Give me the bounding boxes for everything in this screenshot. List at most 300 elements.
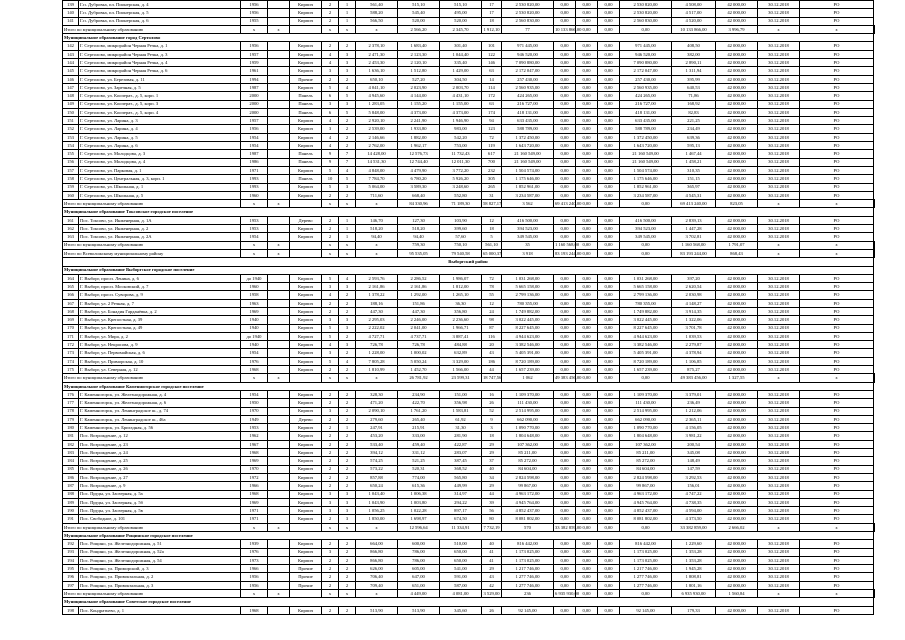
table-cell [268,349,290,357]
total-cell: 77 [502,25,554,33]
table-cell: 4 373,00 [398,108,440,116]
total-cell: 49 383 456,00 [672,374,716,382]
total-cell: 759,30 [398,241,440,249]
table-cell: 513,90 [356,606,398,614]
table-cell: 30.12.2018 [758,183,800,191]
total-cell: 11 334,91 [440,523,482,531]
table-cell: 4 [339,357,356,365]
table-cell: 0,00 [554,573,576,581]
table-cell: 0,00 [576,540,598,548]
table-cell: 0,00 [554,92,576,100]
table-cell: 42 000,00 [716,150,758,158]
table-cell: 0,00 [554,390,576,398]
table-cell: 4 148,27 [672,299,716,307]
table-cell: 2 514 995,00 [502,407,554,415]
table-cell: 1 504 574,00 [502,166,554,174]
table-cell: 1 452,70 [398,366,440,374]
table-cell [268,59,290,67]
table-cell [268,9,290,17]
table-cell: 349 545,00 [620,233,672,241]
table-cell: 333,00 [398,432,440,440]
table-cell: 30.12.2018 [758,399,800,407]
total-cell: х [800,590,874,598]
row-number: 175 [63,366,79,374]
table-cell: РО [800,50,874,58]
table-cell: РО [800,274,874,282]
table-cell: 5 665 158,00 [502,283,554,291]
total-row [63,200,875,208]
table-cell: 5 [322,274,339,282]
table-cell [268,515,290,523]
table-cell: 42 000,00 [716,390,758,398]
table-cell: 151,15 [672,175,716,183]
total-cell: 1 160 568,00 [555,242,580,248]
address-cell: Г. Выборг, ул. Первомайская, д. 6 [79,349,241,357]
row-number: 184 [63,457,79,465]
table-cell: 1986 [241,158,268,166]
table-cell: 30.12.2018 [758,216,800,224]
table-cell: 99 867,00 [620,482,672,490]
table-cell: 0,00 [554,457,576,465]
table-cell: 1969 [241,457,268,465]
total-cell: х [268,523,290,531]
table-cell [268,565,290,573]
total-cell: 2 345,70 [440,25,482,33]
table-cell: 2 [322,482,339,490]
table-cell: 0,00 [576,341,598,349]
table-row [63,457,875,465]
table-cell: 92 145,00 [502,606,554,614]
table-cell: 639,36 [672,133,716,141]
table-cell: 774,00 [398,473,440,481]
table-cell [268,507,290,515]
table-cell: 1 458,21 [672,158,716,166]
table-cell: 1 945,28 [672,565,716,573]
table-cell: 1 852 961,00 [502,183,554,191]
table-cell: 30.12.2018 [758,540,800,548]
table-cell: 422,87 [440,440,482,448]
table-cell: 3 234 587,00 [502,191,554,199]
section-title: Муниципальное образование Рощинское городское поселение [63,532,874,540]
table-cell: 0,00 [576,581,598,589]
table-cell: 2 [322,473,339,481]
table-cell [268,390,290,398]
table-cell: 2 [322,9,339,17]
table-cell: Дерево [290,415,322,423]
table-cell: 42 000,00 [716,581,758,589]
table-cell: 0,00 [554,50,576,58]
table-row [63,515,875,523]
table-cell: Кирпич [290,390,322,398]
table-cell: РО [800,341,874,349]
table-row [63,150,875,158]
row-number: 174 [63,357,79,365]
table-cell: 0,00 [598,158,620,166]
table-cell: 0,00 [576,133,598,141]
table-cell: 651,00 [398,581,440,589]
table-cell: 0,00 [554,449,576,457]
table-cell: 4 963 172,00 [502,490,554,498]
table-cell: 4 041,10 [356,83,398,91]
table-cell: 0,00 [598,449,620,457]
table-cell: 3 914,35 [672,307,716,315]
table-cell: 3 234 587,00 [620,191,672,199]
table-cell: 1970 [241,465,268,473]
table-cell: 0,00 [598,399,620,407]
table-cell: 2 120,10 [398,59,440,67]
table-cell: 2 593,76 [356,274,398,282]
table-cell: 3 [339,507,356,515]
total-cell: х [241,523,268,531]
table-cell: 42 000,00 [716,307,758,315]
table-cell: 513,90 [398,606,440,614]
table-cell: 1 512,80 [398,67,440,75]
table-cell: 2 [339,307,356,315]
table-row [63,407,875,415]
table-cell: 12 011,30 [440,158,482,166]
table-cell: 42 000,00 [716,507,758,515]
table-cell: 4 378,94 [672,349,716,357]
table-cell: 42 000,00 [716,75,758,83]
table-row [63,158,875,166]
table-cell: 84 604,00 [620,465,672,473]
table-cell: 8 081 802,00 [620,515,672,523]
row-number: 147 [63,83,79,91]
table-cell: 0,00 [554,42,576,50]
total-cell: 6 935 930,00 [672,590,716,598]
table-cell: 1960 [241,191,268,199]
table-cell: 4 594,00 [672,507,716,515]
total-cell: 0,00 [620,249,672,257]
total-cell: 58 827,17 [483,200,502,206]
address-cell: Пос. Токсово, ул. Инженерная, д. 2А [79,233,241,241]
table-cell: 0,00 [554,424,576,432]
table-cell: 2 530 820,00 [620,1,672,9]
table-cell: 42 000,00 [716,1,758,9]
table-cell: 257 430,00 [620,75,672,83]
table-cell: 42 000,00 [716,59,758,67]
table-cell: 0,00 [576,108,598,116]
table-cell: 640,53 [672,83,716,91]
table-cell: 156,01 [672,482,716,490]
total-cell: 26 781,92 [398,374,440,382]
table-cell: Кирпич [290,42,322,50]
table-cell: 2 146,66 [356,133,398,141]
address-cell: Пос. Кондратьево, д. 1 [79,606,241,614]
table-cell: 1 933,80 [398,125,440,133]
table-cell: 114 [482,83,502,91]
table-cell: 30.12.2018 [758,556,800,564]
table-cell: 42 000,00 [716,291,758,299]
table-cell: 1 228,00 [356,349,398,357]
table-cell: 857,88 [356,473,398,481]
table-cell: 3 [322,100,339,108]
table-cell: Дерево [290,216,322,224]
table-cell: 394 523,00 [502,225,554,233]
table-row [63,175,875,183]
capital-repair-table [62,0,875,615]
total-cell [874,241,875,249]
table-cell: 16 [482,390,502,398]
table-row [63,9,875,17]
table-cell: 2 172 047,00 [502,67,554,75]
table-cell: 55 [482,291,502,299]
table-cell: 0,00 [598,216,620,224]
table-cell: 21 160 549,00 [502,158,554,166]
table-cell [268,540,290,548]
table-cell: 42 000,00 [716,158,758,166]
municipality-section-row [63,34,875,42]
table-cell: 305 [482,175,502,183]
table-cell: 1 039,53 [672,332,716,340]
table-cell: 633 435,00 [620,117,672,125]
table-cell: 2 378,10 [356,42,398,50]
table-row [63,332,875,340]
table-cell [268,1,290,9]
table-cell [268,324,290,332]
table-cell: 9 [322,158,339,166]
table-cell: 1987 [241,83,268,91]
total-cell: 23 599,31 [440,374,482,382]
row-number: 191 [63,515,79,523]
table-cell: 1957 [241,117,268,125]
table-cell: 3 [339,100,356,108]
total-cell: 65 000,37 [483,250,502,256]
total-cell: 33 382 859,00 [672,523,716,531]
table-row [63,366,875,374]
table-cell: 983,00 [440,125,482,133]
table-cell: 0,00 [554,482,576,490]
table-cell: 1987 [241,150,268,158]
table-cell: 2 539,00 [356,125,398,133]
table-cell: 2 023,90 [398,83,440,91]
table-cell: 368,52 [440,465,482,473]
table-cell: 8 227 645,00 [502,324,554,332]
total-cell: х [322,25,339,33]
table-cell: 866,80 [356,548,398,556]
table-cell: 20 [482,341,502,349]
table-cell: 387,45 [440,457,482,465]
total-cell: х [800,249,874,257]
address-cell: Пос. Рощино, ул. Привокзальная, д. 2 [79,573,241,581]
table-row [63,83,875,91]
row-number: 181 [63,432,79,440]
table-cell: 1 761,20 [398,407,440,415]
table-cell: 0,00 [598,415,620,423]
table-cell: 3 022 445,00 [502,316,554,324]
table-cell: РО [800,465,874,473]
table-cell: 1 056,25 [356,507,398,515]
table-cell: 0,00 [576,606,598,614]
table-cell: 30.12.2018 [758,50,800,58]
table-cell: 236,49 [672,399,716,407]
table-cell: 42 000,00 [716,216,758,224]
table-cell: 709,40 [356,581,398,589]
table-cell [268,117,290,125]
table-cell: 4 [322,291,339,299]
table-cell: 3 589,30 [398,183,440,191]
row-number: 143 [63,50,79,58]
table-cell [268,50,290,58]
table-cell: 0,00 [598,581,620,589]
table-cell: 42 000,00 [716,482,758,490]
table-cell [268,216,290,224]
table-cell: 42 000,00 [716,299,758,307]
table-cell: 2 [339,75,356,83]
table-cell: 30.12.2018 [758,83,800,91]
table-cell: РО [800,9,874,17]
table-cell: 2 [339,581,356,589]
table-cell: 2 [322,233,339,241]
table-cell: 2 620,54 [672,283,716,291]
table-cell: 40 [482,465,502,473]
table-cell: 0,00 [554,17,576,25]
table-cell: 85 272,00 [620,457,672,465]
table-cell: 4 737,71 [398,332,440,340]
table-cell: Панель [290,175,322,183]
table-cell: 3 701,78 [672,324,716,332]
table-cell: 0,00 [554,175,576,183]
table-cell: 647,00 [398,573,440,581]
table-cell: Кирпич [290,166,322,174]
row-number: 157 [63,166,79,174]
table-cell: 0,00 [554,507,576,515]
table-cell: 971 445,00 [502,42,554,50]
address-cell: Пос. Рощино, ул. Железнодорожная, д. 54 [79,556,241,564]
table-cell: Прочие [290,573,322,581]
table-cell: 1 566,00 [440,366,482,374]
table-cell: 30.12.2018 [758,283,800,291]
table-cell: 484,88 [440,341,482,349]
table-cell: 2 161,86 [398,283,440,291]
table-cell: 0,00 [554,83,576,91]
section-title: Муниципальное образование Выборгское городское поселение [63,266,874,274]
total-cell: х [356,200,398,208]
table-cell: 4 [322,133,339,141]
total-cell: х [758,200,800,208]
table-cell: 2 [339,390,356,398]
table-cell: 897,17 [440,507,482,515]
table-cell: 1940 [241,341,268,349]
row-number: 183 [63,449,79,457]
table-cell: 42 [482,581,502,589]
table-cell: 2 [339,117,356,125]
table-cell: 72 [482,274,502,282]
table-cell: 26 [482,606,502,614]
table-cell: 281,90 [440,432,482,440]
table-cell: 2 246,00 [398,316,440,324]
table-cell: 0,00 [598,283,620,291]
address-cell: Пос. Токсово, ул. Инженерная, д. 1А [79,216,241,224]
total-cell: х [339,249,356,257]
table-cell: 0,00 [598,92,620,100]
table-cell: 4 963 172,00 [620,490,672,498]
table-cell: 0,00 [554,133,576,141]
total-cell: х [800,200,874,208]
table-cell: 5 064,00 [356,183,398,191]
table-cell [268,67,290,75]
total-cell [874,200,875,208]
table-cell: 4 144,00 [398,92,440,100]
table-cell [268,548,290,556]
table-cell: 518,20 [356,225,398,233]
table-cell: 2 762,00 [356,142,398,150]
table-cell: 0,00 [576,92,598,100]
table-row [63,133,875,141]
table-cell: 422,70 [398,399,440,407]
table-cell: 2 [322,515,339,523]
table-cell: 0,00 [598,125,620,133]
table-cell: 6 [322,108,339,116]
table-cell: 0,00 [554,490,576,498]
table-cell: 0,00 [576,357,598,365]
address-cell: Г. Сертолово, микрорайон Черная Речка, д. 4 [79,59,241,67]
table-cell: 1963 [241,299,268,307]
table-cell: 0,00 [554,233,576,241]
table-cell: 1 043,40 [356,490,398,498]
table-cell: 0,00 [576,291,598,299]
table-cell: 30.12.2018 [758,490,800,498]
table-cell: 30.12.2018 [758,432,800,440]
total-cell: 71 189,30 [440,200,482,208]
municipality-section-row [63,532,875,540]
table-cell: 17 [482,1,502,9]
table-cell: 1 986,07 [440,274,482,282]
table-cell: Кирпич [290,183,322,191]
table-cell: 1 447,28 [672,225,716,233]
table-cell: 0,00 [598,191,620,199]
address-cell: Г. Сертолово, ул. Ларина, д. 5 [79,133,241,141]
table-cell: 147,59 [672,465,716,473]
table-cell: 215,91 [398,424,440,432]
table-cell: 2 530 820,00 [620,9,672,17]
table-cell: 0,00 [598,233,620,241]
row-number: 151 [63,117,79,125]
table-cell: 349 545,00 [502,233,554,241]
table-cell: 30.12.2018 [758,191,800,199]
table-cell: 14 531,30 [356,158,398,166]
address-cell: Пос. Пруды, ул. Заозерная, д. 5б [79,498,241,506]
table-cell: 5 848,00 [356,108,398,116]
table-cell: 42 000,00 [716,465,758,473]
row-number: 141 [63,17,79,25]
table-cell: 4 747,22 [672,490,716,498]
table-cell: Кирпич [290,357,322,365]
table-row [63,233,875,241]
table-cell: 0,00 [598,407,620,415]
total-cell: х [322,241,339,249]
table-cell: 626,00 [356,565,398,573]
address-cell: Г. Сертолово, ул. Ларина, д. 4 [79,125,241,133]
table-cell: 3 981,22 [672,432,716,440]
table-cell: Панель [290,108,322,116]
table-cell: 1 277 746,00 [502,573,554,581]
table-cell: РО [800,490,874,498]
table-cell: 1 372 450,00 [502,133,554,141]
table-cell: 30.12.2018 [758,473,800,481]
table-cell: 2 [322,465,339,473]
table-cell: 0,00 [576,390,598,398]
table-cell: 1 810,99 [356,366,398,374]
table-cell: 0,00 [598,183,620,191]
table-cell: 3 022 445,00 [620,316,672,324]
table-cell: 42 000,00 [716,515,758,523]
table-cell: 1 217 746,00 [502,565,554,573]
table-cell: 1 [339,9,356,17]
table-cell: 0,00 [554,108,576,116]
table-cell: Кирпич [290,283,322,291]
table-cell: 382,00 [672,50,716,58]
